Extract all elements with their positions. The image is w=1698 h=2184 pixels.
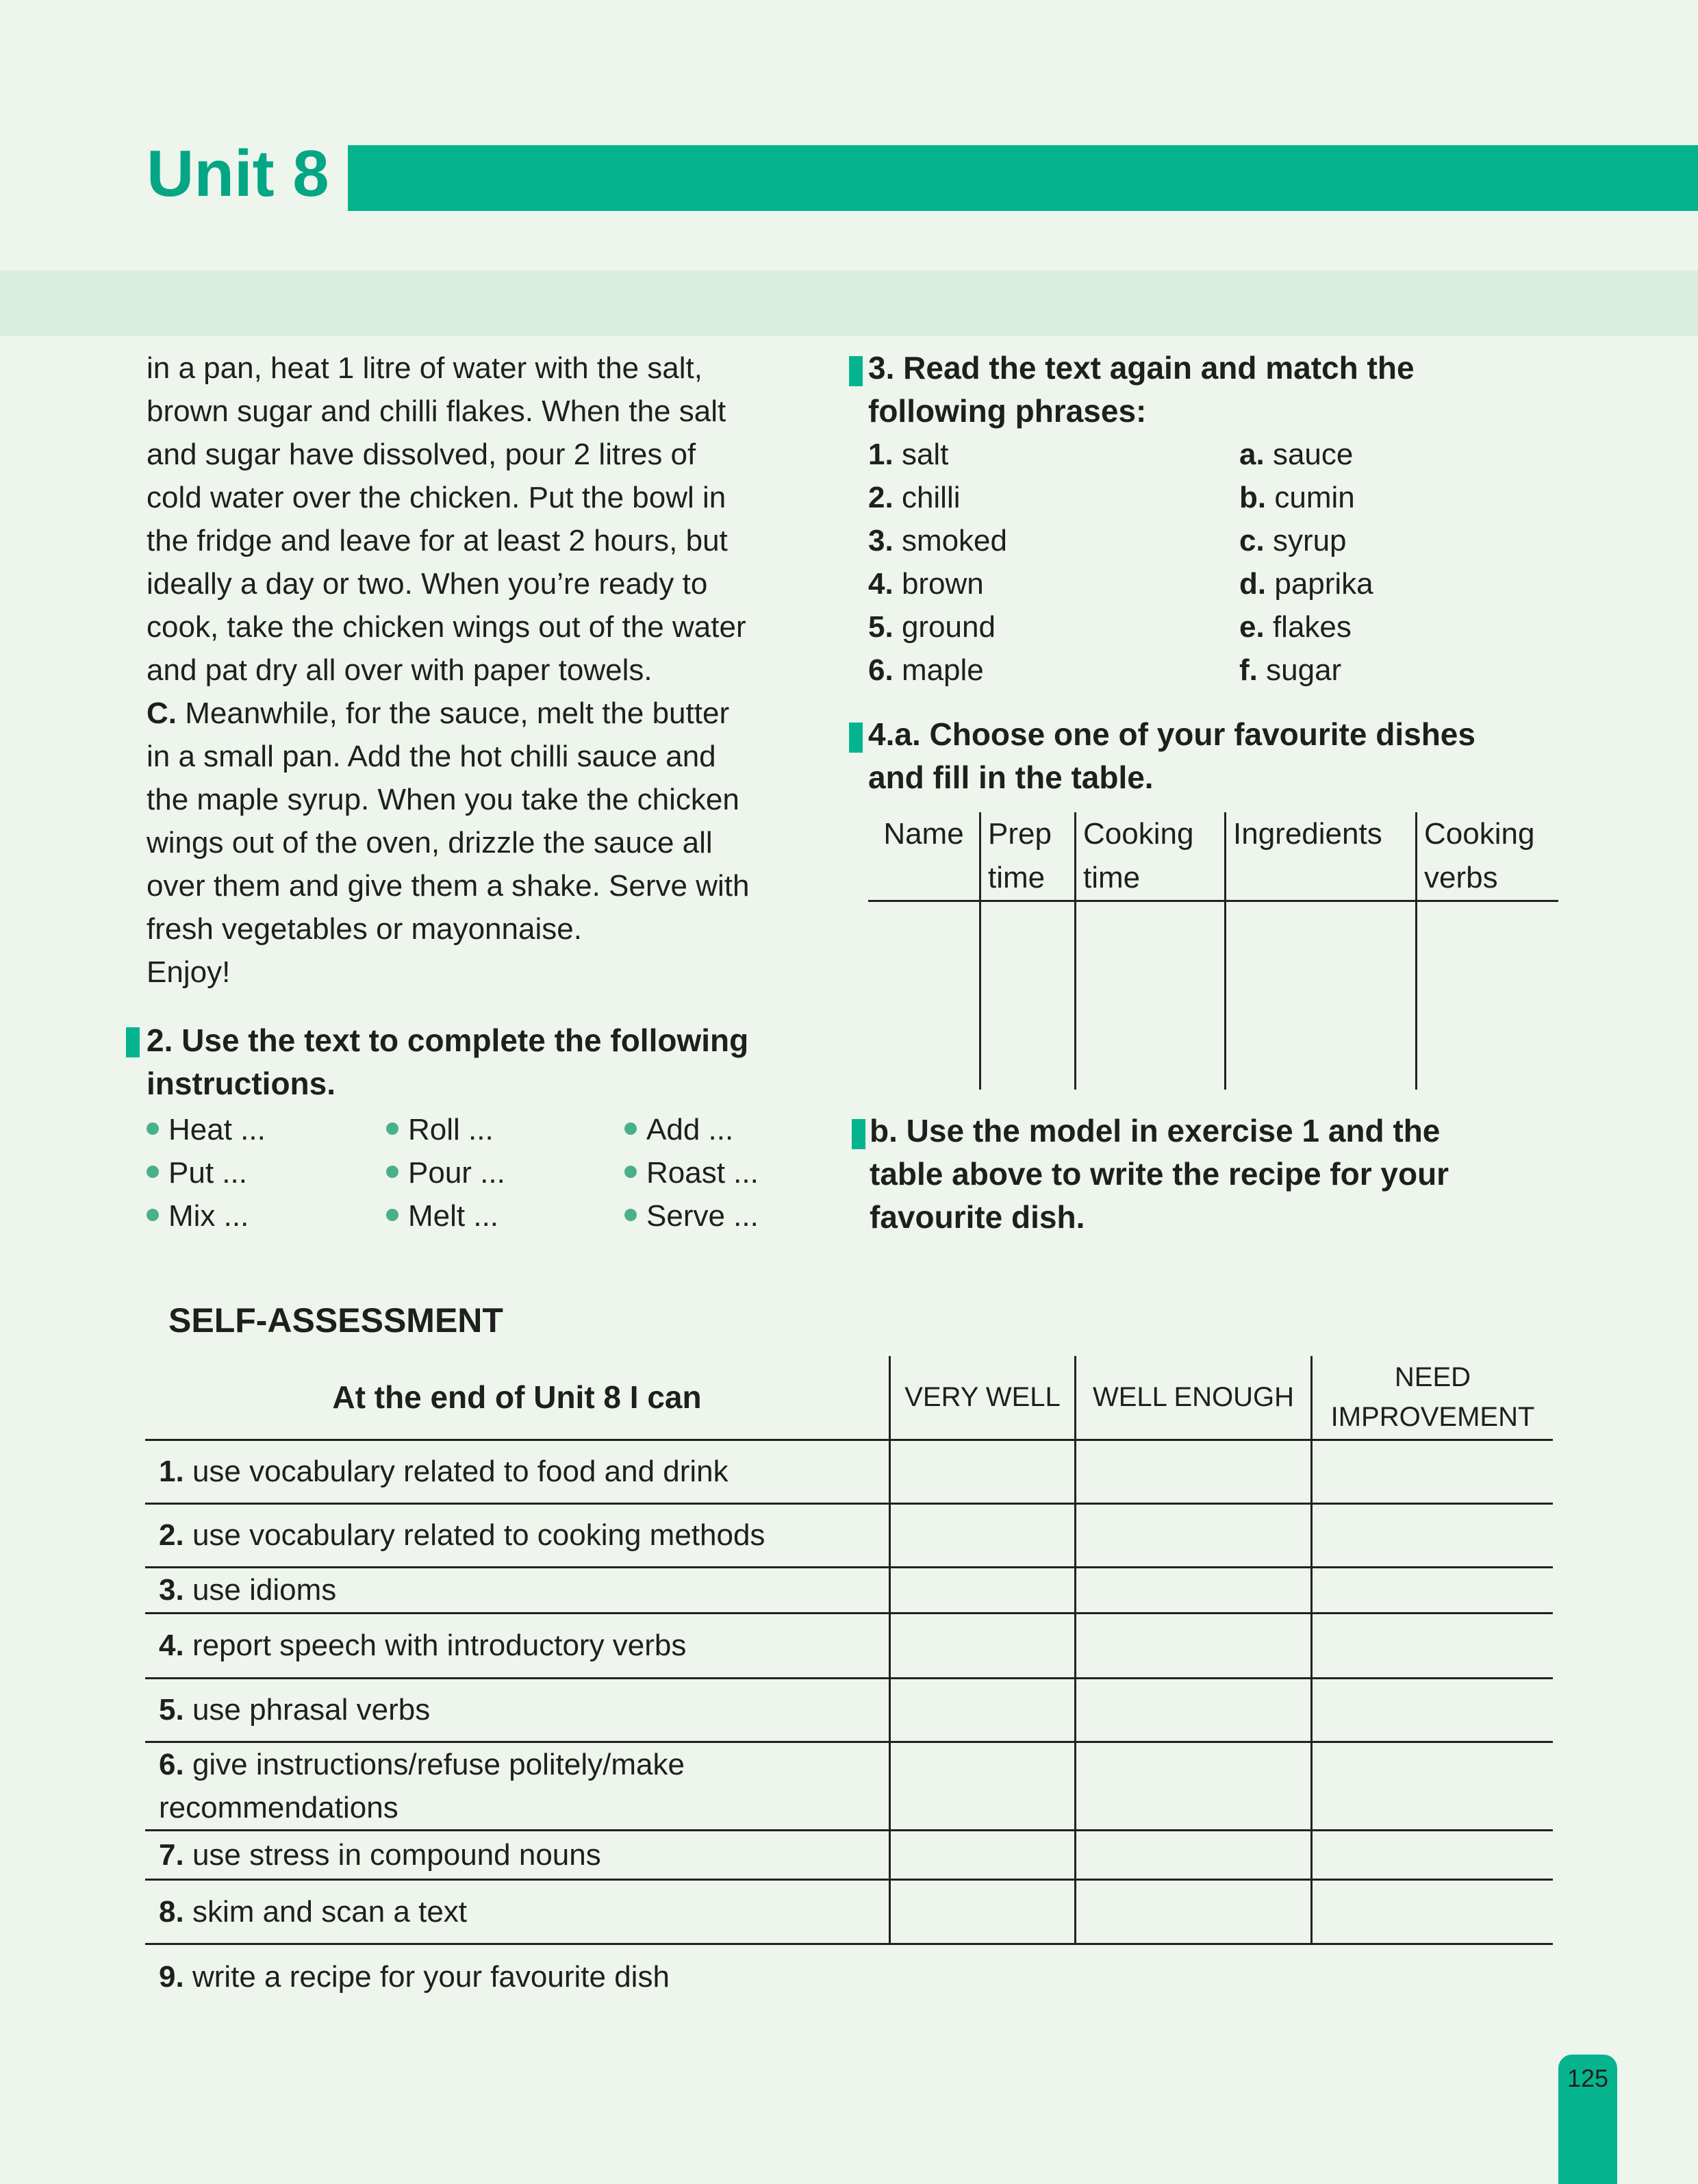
bullet-icon (624, 1122, 637, 1135)
rating-cell[interactable] (1312, 1742, 1554, 1830)
instruction-list (147, 1108, 865, 1238)
match-item (1239, 476, 1513, 519)
bullet-icon (624, 1166, 637, 1178)
empty-cell (890, 1944, 1076, 2009)
bullet-icon (147, 1166, 159, 1178)
table-row (145, 1440, 1553, 1503)
instruction-column (386, 1108, 624, 1238)
match-list (868, 433, 1553, 692)
item-text: flakes (1272, 610, 1352, 644)
can-do-item (145, 1503, 890, 1567)
exercise-4a-heading: and fill in the table. (868, 760, 1154, 795)
rating-cell[interactable] (890, 1567, 1076, 1613)
exercise-4a (868, 713, 1553, 799)
exercise-4b-heading: table above to write the recipe for your (870, 1156, 1449, 1192)
recipe-line: over them and give them a shake. Serve with (147, 869, 750, 903)
recipe-line: brown sugar and chilli flakes. When the salt (147, 394, 726, 428)
column-cooking-time (1076, 812, 1226, 901)
bullet-icon (147, 1209, 159, 1221)
header-can-do: At the end of Unit 8 I can (332, 1379, 702, 1416)
dish-table (868, 812, 1558, 1090)
table-cell[interactable] (980, 901, 1076, 1090)
instruction-item (624, 1151, 830, 1194)
exercise-3-heading: following phrases: (868, 393, 1147, 429)
instruction-text: Pour ... (408, 1156, 505, 1190)
rating-cell[interactable] (1312, 1879, 1554, 1944)
exercise-2-heading: 2. Use the text to complete the following (147, 1022, 749, 1058)
header-well-enough: WELL ENOUGH (1076, 1356, 1312, 1440)
table-row (145, 1678, 1553, 1742)
match-item (1239, 605, 1513, 649)
match-left-column (868, 433, 1239, 692)
recipe-line: the maple syrup. When you take the chicken (147, 783, 739, 816)
match-item (868, 476, 1239, 519)
exercise-marker (852, 1119, 865, 1149)
recipe-line: cook, take the chicken wings out of the water (147, 610, 746, 644)
bullet-icon (147, 1122, 159, 1135)
self-assessment-title: SELF-ASSESSMENT (168, 1301, 503, 1340)
header-text: Cooking (1083, 817, 1194, 851)
rating-cell[interactable] (1076, 1742, 1312, 1830)
table-row (145, 1567, 1553, 1613)
recipe-line: Enjoy! (147, 955, 231, 989)
header-text: Name (883, 817, 964, 851)
item-text: cumin (1274, 481, 1355, 514)
item-letter: d. (1239, 567, 1267, 601)
instruction-text: Roast ... (646, 1156, 759, 1190)
item-text: brown (901, 567, 984, 601)
recipe-line: and pat dry all over with paper towels. (147, 653, 652, 687)
rating-cell[interactable] (890, 1440, 1076, 1503)
item-letter: f. (1239, 653, 1258, 687)
table-row (145, 1742, 1553, 1830)
bullet-icon (386, 1166, 398, 1178)
item-text: recommendations (159, 1790, 398, 1824)
match-item (868, 433, 1239, 476)
item-number: 1. (868, 438, 894, 471)
header-very-well: VERY WELL (890, 1356, 1076, 1440)
empty-cell (1076, 1944, 1312, 2009)
table-row (145, 1613, 1553, 1678)
item-text: use vocabulary related to food and drink (192, 1455, 728, 1488)
recipe-line: in a small pan. Add the hot chilli sauce and (147, 740, 716, 773)
match-item (1239, 433, 1513, 476)
column-name (868, 812, 980, 901)
recipe-line: and sugar have dissolved, pour 2 litres of (147, 438, 696, 471)
unit-title: Unit 8 (147, 137, 329, 210)
bullet-icon (386, 1122, 398, 1135)
exercise-3 (868, 347, 1553, 692)
rating-cell[interactable] (1076, 1503, 1312, 1567)
table-row (145, 1830, 1553, 1879)
instruction-text: Roll ... (408, 1113, 494, 1146)
self-assessment-header (145, 1356, 1553, 1440)
rating-cell[interactable] (890, 1613, 1076, 1678)
item-number: 4. (868, 567, 894, 601)
item-text: give instructions/refuse politely/make (192, 1747, 685, 1781)
rating-cell[interactable] (1076, 1613, 1312, 1678)
rating-cell[interactable] (890, 1830, 1076, 1879)
item-text: report speech with introductory verbs (192, 1629, 687, 1662)
instruction-text: Mix ... (168, 1199, 249, 1233)
instruction-item (147, 1151, 386, 1194)
can-do-item (145, 1742, 890, 1830)
header-text: time (1083, 861, 1141, 894)
instruction-item (624, 1194, 830, 1238)
header-text: IMPROVEMENT (1330, 1402, 1535, 1433)
can-do-item (145, 1567, 890, 1613)
recipe-line: the fridge and leave for at least 2 hours, but (147, 524, 728, 557)
item-number: 4. (159, 1629, 184, 1662)
page-number: 125 (1558, 2055, 1617, 2184)
rating-cell[interactable] (1312, 1678, 1554, 1742)
rating-cell[interactable] (890, 1879, 1076, 1944)
item-text: use stress in compound nouns (192, 1837, 601, 1872)
match-item (868, 519, 1239, 562)
item-letter: c. (1239, 524, 1265, 557)
exercise-3-heading: 3. Read the text again and match the (868, 350, 1415, 386)
instruction-text: Heat ... (168, 1113, 266, 1146)
instruction-item (147, 1108, 386, 1151)
can-do-item (145, 1830, 890, 1879)
step-label: C. (147, 696, 177, 730)
item-text: salt (901, 438, 949, 471)
rating-cell[interactable] (1312, 1503, 1554, 1567)
instruction-text: Serve ... (646, 1199, 759, 1233)
table-row (145, 1503, 1553, 1567)
rating-cell[interactable] (1312, 1440, 1554, 1503)
dish-table-header (868, 812, 1558, 901)
match-right-column (1239, 433, 1513, 692)
recipe-line: wings out of the oven, drizzle the sauce all (147, 826, 713, 859)
item-letter: b. (1239, 481, 1267, 514)
item-text: skim and scan a text (192, 1894, 468, 1929)
rating-cell[interactable] (1312, 1830, 1554, 1879)
exercise-2-heading: instructions. (147, 1066, 336, 1101)
bullet-icon (624, 1209, 637, 1221)
recipe-line (147, 692, 831, 735)
instruction-text: Add ... (646, 1113, 734, 1146)
exercise-4b (870, 1109, 1554, 1239)
column-prep-time (980, 812, 1076, 901)
header-text: NEED (1394, 1362, 1471, 1393)
item-text: sugar (1266, 653, 1342, 687)
match-item (1239, 519, 1513, 562)
item-text: write a recipe for your favourite dish (192, 1960, 670, 1994)
dish-table-row (868, 901, 1558, 1090)
table-row (145, 1944, 1553, 2009)
item-text: chilli (901, 481, 961, 514)
instruction-item (386, 1151, 624, 1194)
header-text: Ingredients (1233, 817, 1382, 851)
decorative-band (0, 271, 1698, 336)
item-number: 9. (159, 1960, 184, 1994)
rating-cell[interactable] (890, 1678, 1076, 1742)
item-text: ground (901, 610, 996, 644)
header-need-improvement (1312, 1356, 1554, 1440)
title-bar (348, 145, 1698, 211)
recipe-line-text: Meanwhile, for the sauce, melt the butter (185, 696, 730, 730)
header-text: Cooking (1424, 817, 1535, 851)
item-text: paprika (1274, 567, 1373, 601)
rating-cell[interactable] (1076, 1830, 1312, 1879)
can-do-item (145, 1944, 890, 2009)
exercise-2 (147, 1019, 865, 1238)
instruction-column (147, 1108, 386, 1238)
header-text: Prep (988, 817, 1052, 851)
instruction-column (624, 1108, 830, 1238)
recipe-line: cold water over the chicken. Put the bowl in (147, 481, 726, 514)
recipe-line: fresh vegetables or mayonnaise. (147, 912, 582, 946)
item-number: 8. (159, 1894, 184, 1929)
instruction-item (624, 1108, 830, 1151)
bullet-icon (386, 1209, 398, 1221)
item-number: 3. (159, 1573, 184, 1607)
match-item (868, 562, 1239, 605)
item-text: use vocabulary related to cooking methods (192, 1518, 765, 1552)
match-item (1239, 562, 1513, 605)
table-cell[interactable] (1226, 901, 1417, 1090)
rating-cell[interactable] (1076, 1567, 1312, 1613)
recipe-line: ideally a day or two. When you’re ready to (147, 567, 708, 601)
exercise-marker (849, 723, 863, 753)
rating-cell[interactable] (890, 1742, 1076, 1830)
item-letter: a. (1239, 438, 1265, 471)
item-number: 5. (159, 1693, 184, 1727)
rating-cell[interactable] (1076, 1440, 1312, 1503)
can-do-item (145, 1440, 890, 1503)
exercise-4b-heading: b. Use the model in exercise 1 and the (870, 1113, 1441, 1149)
table-row (145, 1879, 1553, 1944)
can-do-item (145, 1678, 890, 1742)
rating-cell[interactable] (1312, 1613, 1554, 1678)
column-cooking-verbs (1417, 812, 1559, 901)
item-text: use phrasal verbs (192, 1693, 431, 1727)
item-number: 7. (159, 1837, 184, 1872)
recipe-line: in a pan, heat 1 litre of water with the salt, (147, 351, 703, 385)
instruction-item (147, 1194, 386, 1238)
instruction-item (386, 1194, 624, 1238)
table-cell[interactable] (1417, 901, 1559, 1090)
header-text: verbs (1424, 861, 1498, 894)
can-do-item (145, 1879, 890, 1944)
item-number: 1. (159, 1455, 184, 1488)
self-assessment-table (145, 1356, 1553, 2009)
instruction-item (386, 1108, 624, 1151)
rating-cell[interactable] (890, 1503, 1076, 1567)
item-number: 6. (159, 1747, 184, 1781)
item-letter: e. (1239, 610, 1265, 644)
match-item (868, 649, 1239, 692)
item-text: sauce (1272, 438, 1354, 471)
rating-cell[interactable] (1076, 1879, 1312, 1944)
exercise-marker (126, 1027, 140, 1057)
item-number: 2. (159, 1518, 184, 1552)
item-text: syrup (1272, 524, 1347, 557)
match-item (868, 605, 1239, 649)
item-number: 5. (868, 610, 894, 644)
item-number: 3. (868, 524, 894, 557)
item-number: 6. (868, 653, 894, 687)
item-number: 2. (868, 481, 894, 514)
item-text: maple (901, 653, 984, 687)
instruction-text: Melt ... (408, 1199, 499, 1233)
column-ingredients (1226, 812, 1417, 901)
item-text: use idioms (192, 1573, 337, 1607)
table-cell[interactable] (868, 901, 980, 1090)
match-item (1239, 649, 1513, 692)
rating-cell[interactable] (1076, 1678, 1312, 1742)
exercise-4a-heading: 4.a. Choose one of your favourite dishes (868, 716, 1475, 752)
header-text: time (988, 861, 1046, 894)
recipe-text (147, 347, 831, 994)
instruction-text: Put ... (168, 1156, 247, 1190)
empty-cell (1312, 1944, 1554, 2009)
rating-cell[interactable] (1312, 1567, 1554, 1613)
can-do-item (145, 1613, 890, 1678)
item-text: smoked (901, 524, 1008, 557)
table-cell[interactable] (1076, 901, 1226, 1090)
exercise-marker (849, 356, 863, 386)
exercise-4b-heading: favourite dish. (870, 1199, 1085, 1235)
